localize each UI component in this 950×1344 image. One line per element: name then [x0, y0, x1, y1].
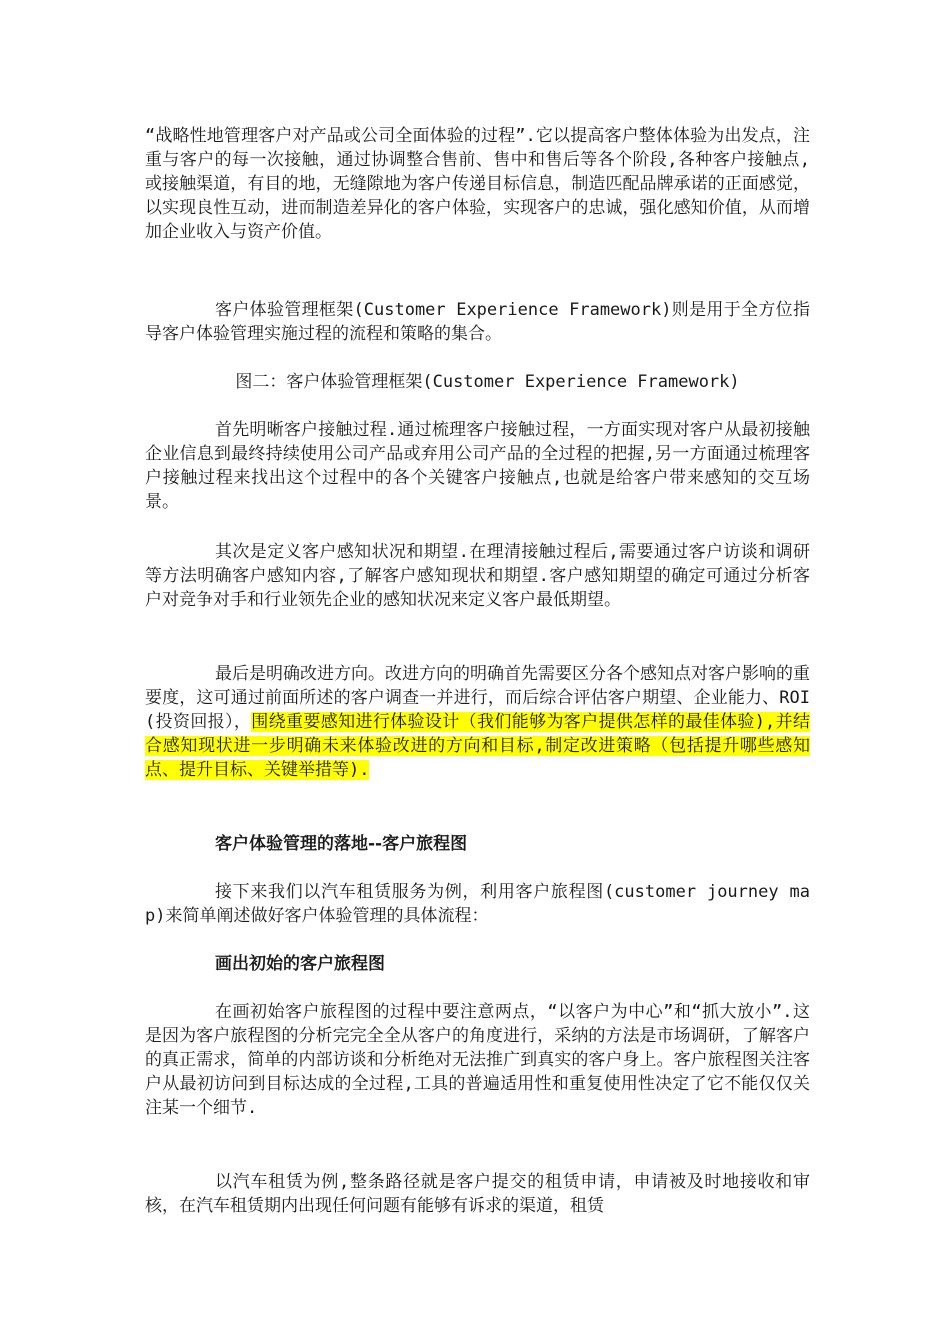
paragraph-cem-definition: “战略性地管理客户对产品或公司全面体验的过程”.它以提高客户整体体验为出发点，注重与客户的每一次接触，通过协调整合售前、售中和售后等各个阶段,各种客户接触点,或接触渠道，有目的地，无缝隙地为客户传递目标信息，制造匹配品牌承诺的正面感觉，以实现良性互动，进而制造差异化的客户体验，实现客户的忠诚，强化感知价值，从而增加企业收入与资产价值。 [145, 126, 810, 242]
section-heading-initial-map: 画出初始的客户旅程图 [215, 954, 385, 974]
section-heading-journey-map: 客户体验管理的落地--客户旅程图 [215, 834, 468, 854]
figure-caption: 图二：客户体验管理框架(Customer Experience Framework) [235, 372, 740, 392]
paragraph-car-rental-intro: 接下来我们以汽车租赁服务为例，利用客户旅程图(customer journey map)来简单阐述做好客户体验管理的具体流程： [145, 882, 810, 926]
paragraph-contact-process: 首先明晰客户接触过程.通过梳理客户接触过程，一方面实现对客户从最初接触企业信息到最终持续使用公司产品或弃用公司产品的全过程的把握,另一方面通过梳理客户接触过程来找出这个过程中的各个关键客户接触点,也就是给客户带来感知的交互场景。 [145, 420, 810, 512]
paragraph-initial-map-notes: 在画初始客户旅程图的过程中要注意两点，“以客户为中心”和“抓大放小”.这是因为客户旅程图的分析完完全全从客户的角度进行，采纳的方法是市场调研，了解客户的真正需求，简单的内部访谈和分析绝对无法推广到真实的客户身上。客户旅程图关注客户从最初访问到目标达成的全过程,工具的普遍适用性和重复使用性决定了它不能仅仅关注某一个细节. [145, 1002, 810, 1118]
paragraph-improvement-direction [145, 662, 810, 782]
paragraph-perception-expectation: 其次是定义客户感知状况和期望.在理清接触过程后,需要通过客户访谈和调研等方法明确客户感知内容,了解客户感知现状和期望.客户感知期望的确定可通过分析客户对竞争对手和行业领先企业的感知状况来定义客户最低期望。 [145, 542, 810, 610]
paragraph-framework-intro: 客户体验管理框架(Customer Experience Framework)则是用于全方位指导客户体验管理实施过程的流程和策略的集合。 [145, 300, 810, 344]
paragraph-car-rental-example: 以汽车租赁为例,整条路径就是客户提交的租赁申请，申请被及时地接收和审核，在汽车租赁期内出现任何问题有能够有诉求的渠道，租赁 [145, 1172, 810, 1216]
highlighted-text: 围绕重要感知进行体验设计（我们能够为客户提供怎样的最佳体验),并结合感知现状进一步明确未来体验改进的方向和目标,制定改进策略（包括提升哪些感知点、提升目标、关键举措等). [145, 712, 810, 780]
improvement-text: 最后是明确改进方向。改进方向的明确首先需要区分各个感知点对客户影响的重要度，这可通过前面所述的客户调查一并进行，而后综合评估客户期望、企业能力、ROI(投资回报）， [145, 664, 810, 732]
